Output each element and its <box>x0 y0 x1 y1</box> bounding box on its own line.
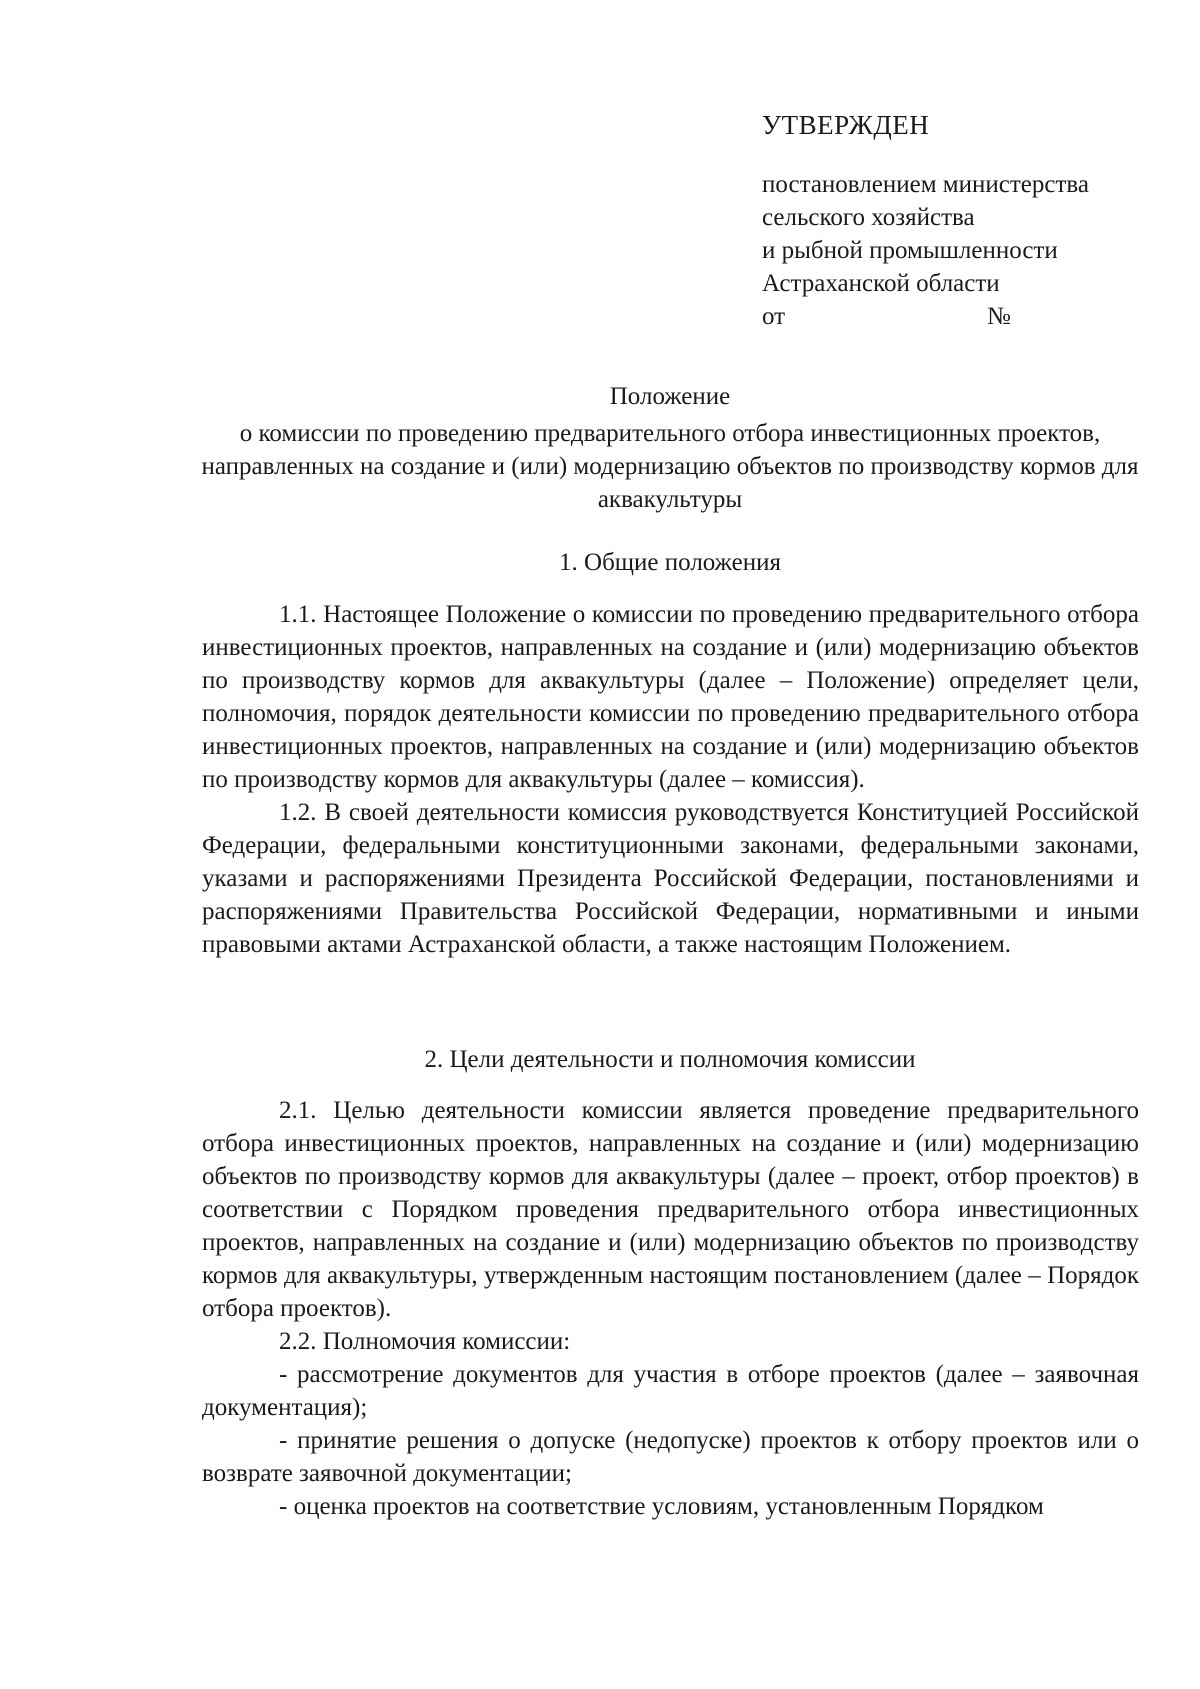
approval-line: Астраханской области <box>762 270 1000 297</box>
paragraph: - рассмотрение документов для участия в отборе проектов (далее – заявочная документация); <box>202 1361 1139 1421</box>
approval-line: постановлением министерства <box>762 171 1089 198</box>
paragraph: 1.2. В своей деятельности комиссия руководствуется Конституцией Российской Федерации, федеральными конституционными законами, федеральными законами, указами и распоряжениями Президента Российской Федерации, постановлениями и распоряжениями Правительства Российской Федерации, нормативными и иными правовыми актами Астраханской области, а также настоящим Положением. <box>202 799 1139 958</box>
approval-heading: УТВЕРЖДЕН <box>762 110 930 140</box>
section-heading: 2. Цели деятельности и полномочия комиссии <box>424 1046 916 1073</box>
date-label: от <box>762 303 786 330</box>
document-title: Положение <box>609 383 731 410</box>
paragraph: 2.1. Целью деятельности комиссии является проведение предварительного отбора инвестиционных проектов, направленных на создание и (или) модернизацию объектов по производству кормов для аквакультуры (далее – проект, отбор проектов) в соответствии с Порядком проведения предварительного отбора инвестиционных проектов, направленных на создание и (или) модернизацию объектов по производству кормов для аквакультуры, утвержденным настоящим постановлением (далее – Порядок отбора проектов). <box>202 1097 1139 1322</box>
approval-date-row <box>762 300 1182 333</box>
document-title-block <box>200 380 1140 516</box>
paragraph: 1.1. Настоящее Положение о комиссии по проведению предварительного отбора инвестиционных проектов, направленных на создание и (или) модернизацию объектов по производству кормов для аквакультуры (далее – Положение) определяет цели, полномочия, порядок деятельности комиссии по проведению предварительного отбора инвестиционных проектов, направленных на создание и (или) модернизацию объектов по производству кормов для аквакультуры (далее – комиссия). <box>202 601 1139 793</box>
approval-line: и рыбной промышленности <box>762 237 1058 264</box>
paragraph: - оценка проектов на соответствие условиям, установленным Порядком <box>279 1493 1044 1520</box>
approval-block <box>762 108 1182 333</box>
paragraph: 2.2. Полномочия комиссии: <box>279 1328 571 1355</box>
document-subtitle: о комиссии по проведению предварительного отбора инвестиционных проектов, направленных на создание и (или) модернизацию объектов по производству кормов для аквакультуры <box>201 420 1139 513</box>
section-heading: 1. Общие положения <box>559 549 781 576</box>
paragraph: - принятие решения о допуске (недопуске) проектов к отбору проектов или о возврате заявочной документации; <box>202 1427 1139 1487</box>
number-label: № <box>987 303 1011 330</box>
approval-line: сельского хозяйства <box>762 204 975 231</box>
section-body <box>202 1094 1139 1523</box>
section-body <box>202 598 1139 961</box>
